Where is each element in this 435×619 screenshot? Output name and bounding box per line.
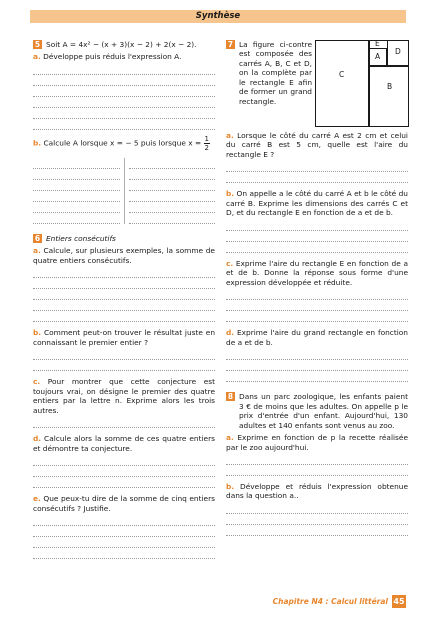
- exercise-8-header: [226, 392, 408, 430]
- answer-line[interactable]: [33, 158, 120, 169]
- answer-line[interactable]: [129, 213, 216, 224]
- answer-line[interactable]: [226, 454, 408, 465]
- answer-line[interactable]: [33, 360, 215, 371]
- exercise-8-question-b: b. Développe et réduis l'expression obtenue dans la question a..: [226, 481, 408, 501]
- answer-line[interactable]: [33, 202, 120, 213]
- exercise-8-number: 8: [227, 392, 234, 402]
- answer-line[interactable]: [33, 278, 215, 289]
- fraction-one-half: $\frac{1}{2}$: [204, 134, 210, 152]
- answer-line[interactable]: [226, 371, 408, 382]
- exercise-6-question-e: e. Que peux-tu dire de la somme de cinq entiers consécutifs ? Justifie.: [33, 494, 215, 513]
- answer-lines: [33, 64, 215, 130]
- answer-line[interactable]: [33, 169, 120, 180]
- exercise-7-number: 7: [227, 40, 234, 49]
- exercise-8-question-a: a. Exprime en fonction de p la recette réalisée par le zoo aujourd'hui.: [226, 433, 408, 452]
- answer-line[interactable]: [226, 231, 408, 242]
- answer-line[interactable]: [33, 108, 215, 119]
- section-header: Synthèse: [30, 10, 406, 23]
- exercise-7-question-c: c. Exprime l'aire du rectangle E en fonction de a et de b. Donne la réponse sous forme d'une expression développée et réduite.: [226, 258, 408, 287]
- answer-line[interactable]: [33, 477, 215, 488]
- exercise-6-question-b: b. Comment peut-on trouver le résultat juste en connaissant le premier entier ?: [33, 328, 215, 347]
- page-footer: [270, 595, 406, 608]
- answer-line[interactable]: [226, 172, 408, 183]
- exercise-7-header: [226, 40, 312, 106]
- answer-line[interactable]: [226, 242, 408, 253]
- answer-line[interactable]: [33, 417, 215, 428]
- exercise-5-header: [33, 40, 215, 49]
- answer-line[interactable]: [33, 300, 215, 311]
- exercise-6-number: 6: [34, 233, 41, 243]
- answer-line[interactable]: [226, 220, 408, 231]
- label-a: A: [375, 52, 381, 61]
- square-c: [315, 40, 369, 127]
- answer-line[interactable]: [33, 537, 215, 548]
- exercise-7-question-a: a. Lorsque le côté du carré A est 2 cm et celui du carré B est 5 cm, quelle est l'aire du rectangle E ?: [226, 131, 408, 159]
- answer-line[interactable]: [33, 526, 215, 537]
- exercise-7-question-b: b. On appelle a le côté du carré A et b le côté du carré B. Exprime les dimensions des carrés C et D, et du rectangle E en fonction de a et de b.: [226, 189, 408, 218]
- answer-line[interactable]: [33, 86, 215, 97]
- answer-line[interactable]: [226, 503, 408, 514]
- square-b: [369, 66, 409, 127]
- answer-line[interactable]: [129, 158, 216, 169]
- answer-line[interactable]: [33, 191, 120, 202]
- answer-line[interactable]: [226, 525, 408, 536]
- exercise-7-statement: La figure ci-contre est composée des carrés A, B, C et D, on la complète par le rectangle E afin de former un grand rectangle.: [239, 40, 312, 106]
- label-e: E: [375, 39, 380, 48]
- exercise-7-top: [226, 40, 408, 128]
- answer-line[interactable]: [33, 548, 215, 559]
- exercise-6-question-c: c. Pour montrer que cette conjecture est toujours vrai, on désigne le premier des quatre entiers par la lettre n. Exprime alors les trois autres.: [33, 377, 215, 415]
- answer-line[interactable]: [226, 465, 408, 476]
- answer-line[interactable]: [33, 455, 215, 466]
- exercise-6-question-d: d. Calcule alors la somme de ces quatre entiers et démontre ta conjecture.: [33, 434, 215, 453]
- label-d: D: [395, 47, 401, 56]
- answer-line[interactable]: [33, 349, 215, 360]
- exercise-5-question-b: b. Calcule A lorsque x = − 5 puis lorsque x = $\frac{1}{2}$: [33, 134, 210, 152]
- answer-line[interactable]: [226, 300, 408, 311]
- split-answer-area: [33, 158, 215, 224]
- answer-line[interactable]: [129, 169, 216, 180]
- answer-line[interactable]: [129, 191, 216, 202]
- exercise-6-header: [33, 234, 215, 243]
- left-column: [33, 40, 215, 559]
- answer-line[interactable]: [33, 180, 120, 191]
- answer-line[interactable]: [33, 213, 120, 224]
- answer-line[interactable]: [226, 349, 408, 360]
- answer-line[interactable]: [226, 161, 408, 172]
- label-c: C: [339, 70, 345, 79]
- answer-line[interactable]: [33, 97, 215, 108]
- exercise-6-question-a: a. Calcule, sur plusieurs exemples, la somme de quatre entiers consécutifs.: [33, 246, 215, 265]
- answer-line[interactable]: [33, 311, 215, 322]
- answer-line[interactable]: [33, 75, 215, 86]
- label-b: B: [387, 82, 393, 91]
- answer-line[interactable]: [33, 119, 215, 130]
- column-divider: [124, 158, 125, 224]
- exercise-7-question-d: d. Exprime l'aire du grand rectangle en fonction de a et de b.: [226, 328, 408, 347]
- squares-figure: [315, 40, 409, 127]
- answer-line[interactable]: [129, 180, 216, 191]
- answer-line[interactable]: [33, 289, 215, 300]
- answer-line[interactable]: [226, 289, 408, 300]
- exercise-5-statement: Soit A = 4x² − (x + 3)(x − 2) + 2(x − 2).: [46, 40, 197, 49]
- page-number: 45: [393, 597, 405, 606]
- exercise-5-question-a: a. Développe puis réduis l'expression A.: [33, 52, 182, 62]
- chapter-title: Chapitre N4 : Calcul littéral: [272, 596, 388, 606]
- answer-line[interactable]: [129, 202, 216, 213]
- exercise-5-number: 5: [34, 40, 41, 49]
- answer-line[interactable]: [33, 64, 215, 75]
- exercise-6-title: Entiers consécutifs: [46, 233, 116, 243]
- answer-line[interactable]: [226, 514, 408, 525]
- right-column: [226, 40, 408, 536]
- answer-line[interactable]: [226, 311, 408, 322]
- exercise-8-statement: Dans un parc zoologique, les enfants paient 3 € de moins que les adultes. On appelle p le prix d'entrée d'un enfant. Aujourd'hui, 130 adultes et 140 enfants sont venus au zoo.: [239, 392, 408, 430]
- answer-line[interactable]: [33, 267, 215, 278]
- answer-line[interactable]: [226, 360, 408, 371]
- answer-line[interactable]: [33, 466, 215, 477]
- answer-line[interactable]: [33, 515, 215, 526]
